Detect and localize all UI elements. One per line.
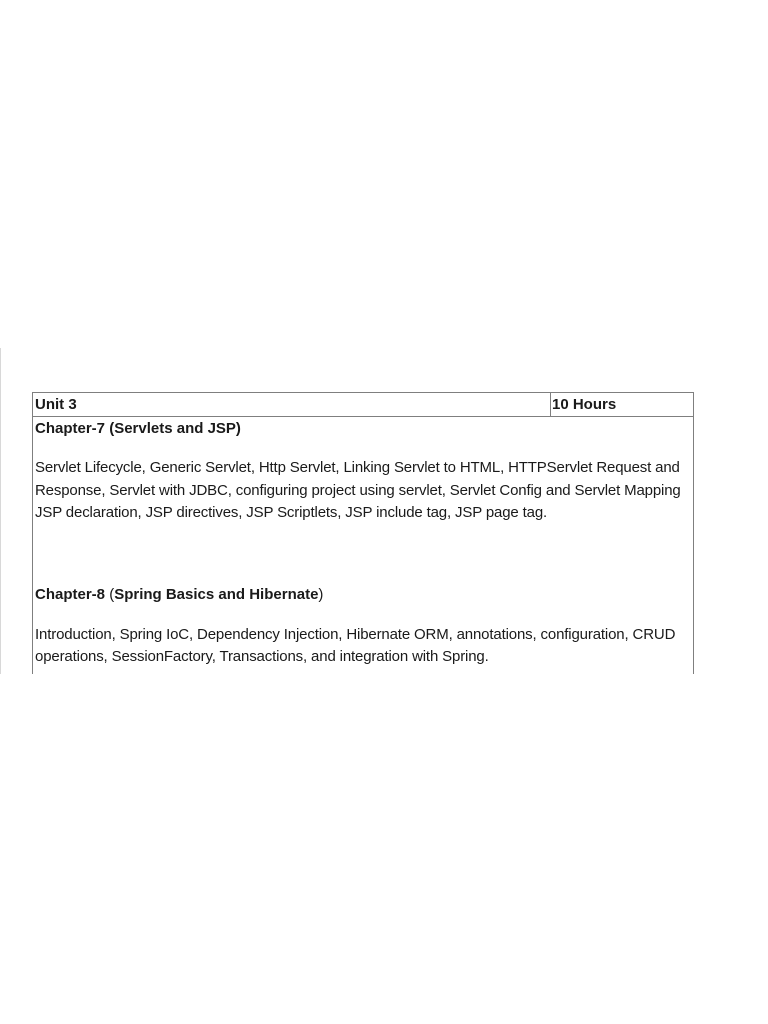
table-header-row (33, 393, 693, 417)
hours-cell: 10 Hours (552, 396, 617, 413)
chapter-8-description: Introduction, Spring IoC, Dependency Injection, Hibernate ORM, annotations, configuration, CRUD operations, SessionFactory, Transactions, and integration with Spring. (35, 625, 676, 665)
chapter-7-description: Servlet Lifecycle, Generic Servlet, Http Servlet, Linking Servlet to HTML, HTTPServlet Request and Response, Servlet with JDBC, configuring project using servlet, Servlet Config and Servlet Mapping JSP declaration, JSP directives, JSP Scriptlets, JSP include tag, JSP page tag. (35, 459, 681, 521)
chapter-8-heading: Chapter-8 (Spring Basics and Hibernate) (35, 585, 324, 603)
syllabus-table (32, 392, 694, 674)
chapter-7-heading: Chapter-7 (Servlets and JSP) (35, 420, 241, 437)
unit-cell: Unit 3 (33, 393, 551, 416)
chapter-title: Servlets and JSP (114, 420, 236, 437)
chapter-label: Chapter-8 (35, 585, 106, 603)
unit-content-cell (35, 418, 691, 669)
page-edge-line (0, 348, 1, 674)
chapter-title: Spring Basics and Hibernate (114, 585, 319, 603)
chapter-label: Chapter-7 (35, 420, 106, 437)
